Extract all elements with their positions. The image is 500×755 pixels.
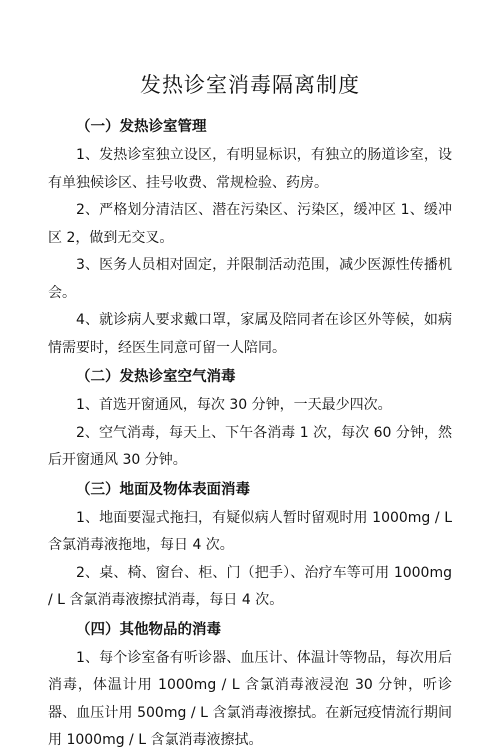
- section-other-items-disinfection: [48, 615, 452, 755]
- paragraph: 1、地面要湿式拖扫，有疑似病人暂时留观时用 1000mg / L 含氯消毒液拖地，每日 4 次。: [48, 509, 452, 553]
- paragraph: 3、医务人员相对固定，并限制活动范围，减少医源性传播机会。: [48, 257, 452, 301]
- section-heading: （三）地面及物体表面消毒: [76, 481, 250, 498]
- section-heading: （二）发热诊室空气消毒: [76, 369, 236, 385]
- paragraph: 2、空气消毒，每天上、下午各消毒 1 次，每次 60 分钟，然后开窗通风 30 分钟。: [48, 424, 452, 468]
- section-heading: （四）其他物品的消毒: [76, 621, 221, 638]
- paragraph: 1、每个诊室备有听诊器、血压计、体温计等物品，每次用后消毒，体温计用 1000mg / L 含氯消毒液浸泡 30 分钟，听诊器、血压计用 500mg / L 含氯消毒液擦拭。在新冠疫情流行期间用 1000mg / L 含氯消毒液擦拭。: [48, 649, 452, 748]
- paragraph: 2、桌、椅、窗台、柜、门（把手）、治疗车等可用 1000mg / L 含氯消毒液擦拭消毒，每日 4 次。: [48, 564, 452, 608]
- section-heading: （一）发热诊室管理: [76, 119, 207, 135]
- section-fever-clinic-management: [48, 112, 452, 362]
- section-surface-disinfection: [48, 475, 452, 615]
- paragraph: 4、就诊病人要求戴口罩，家属及陪同者在诊区外等候，如病情需要时，经医生同意可留一人陪同。: [48, 312, 452, 356]
- paragraph: 2、严格划分清洁区、潜在污染区、污染区，缓冲区 1、缓冲区 2，做到无交叉。: [48, 202, 452, 246]
- document-title: 发热诊室消毒隔离制度: [140, 73, 360, 97]
- paragraph: 1、发热诊室独立设区，有明显标识，有独立的肠道诊室，设有单独候诊区、挂号收费、常规检验、药房。: [48, 147, 452, 191]
- paragraph: 1、首选开窗通风，每次 30 分钟，一天最少四次。: [76, 397, 392, 413]
- section-air-disinfection: [48, 362, 452, 475]
